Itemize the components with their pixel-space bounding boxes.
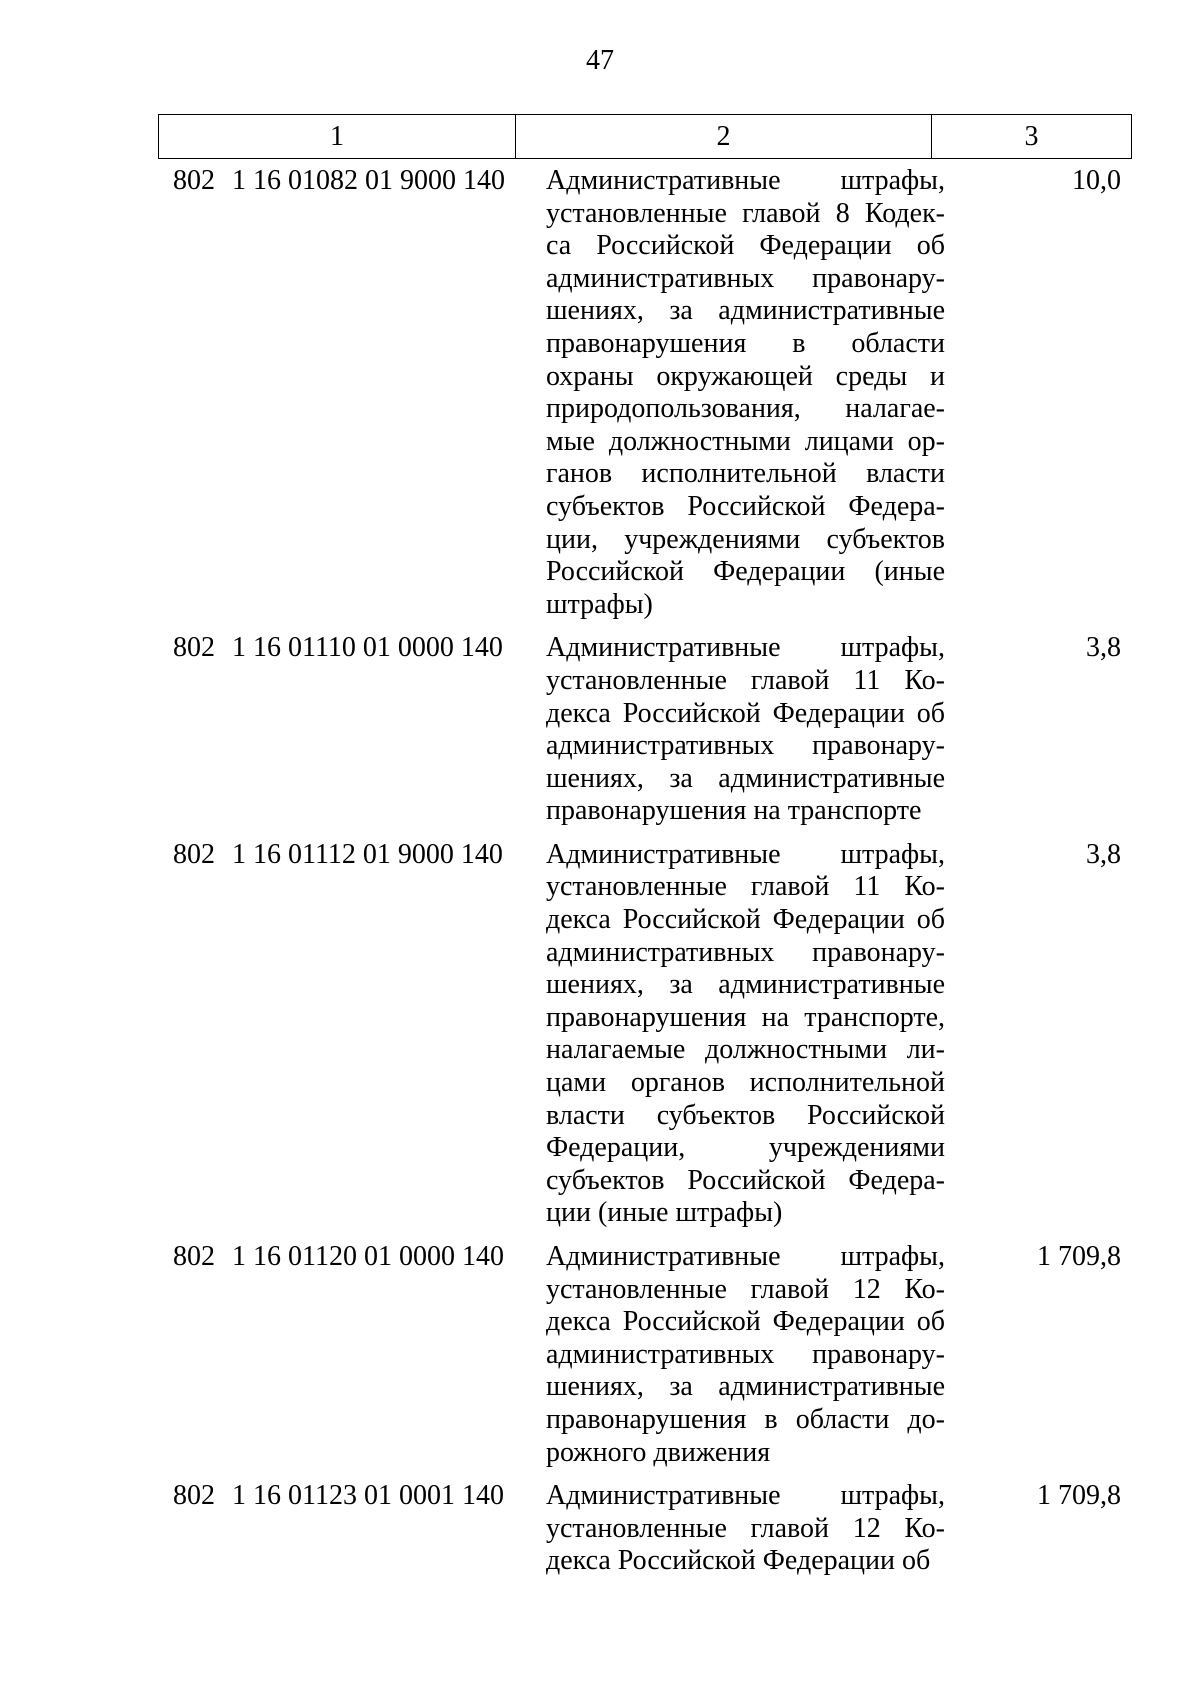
revenue-name-line: шениях, за административные xyxy=(546,762,945,794)
revenue-name-line: декса Российской Федерации об xyxy=(546,904,945,936)
revenue-name-line: налагаемые должностными ли- xyxy=(546,1034,945,1066)
revenue-name-line: декса Российской Федерации об xyxy=(546,1306,945,1338)
revenue-name-cell xyxy=(546,839,945,1230)
revenue-name-line: Административные штрафы, xyxy=(546,1480,945,1512)
page-number: 47 xyxy=(586,45,614,76)
revenue-name-line: природопользования, налагае- xyxy=(546,393,945,425)
admin-code-cell: 802 xyxy=(173,632,215,664)
revenue-name-line: субъектов Российской Федера- xyxy=(546,1164,945,1196)
table-header xyxy=(158,114,1132,159)
revenue-name-line: шениях, за административные xyxy=(546,969,945,1001)
budget-code-cell: 1 16 01120 01 0000 140 xyxy=(232,1241,504,1272)
revenue-name-line: ции (иные штрафы) xyxy=(546,1197,783,1229)
revenue-name-line: административных правонару- xyxy=(546,936,945,968)
column-header-1: 1 xyxy=(159,115,516,159)
revenue-name-line: цами органов исполнительной xyxy=(546,1067,945,1099)
admin-code-cell: 802 xyxy=(173,165,215,196)
revenue-name-line: административных правонару- xyxy=(546,730,945,762)
revenue-name-line: Административные штрафы, xyxy=(546,838,945,870)
revenue-name-line: штрафы) xyxy=(546,588,653,620)
revenue-name-line: са Российской Федерации об xyxy=(546,230,945,262)
revenue-name-line: административных правонару- xyxy=(546,262,945,294)
revenue-name-line: правонарушения в области xyxy=(546,327,945,359)
amount-cell: 1 709,8 xyxy=(1037,1241,1121,1272)
revenue-name-line: административных правонару- xyxy=(546,1338,945,1370)
revenue-name-line: Административные штрафы, xyxy=(546,165,945,196)
revenue-name-line: субъектов Российской Федера- xyxy=(546,490,945,522)
revenue-name-line: правонарушения в области до- xyxy=(546,1403,945,1435)
table-row xyxy=(158,839,1131,1230)
budget-code-cell: 1 16 01110 01 0000 140 xyxy=(232,632,503,664)
revenue-name-line: шениях, за административные xyxy=(546,1371,945,1403)
revenue-name-cell xyxy=(546,165,945,621)
table-row xyxy=(158,632,1131,828)
revenue-name-line: установленные главой 11 Ко- xyxy=(546,871,945,903)
revenue-name-cell xyxy=(546,632,945,828)
revenue-name-cell xyxy=(546,1480,945,1578)
budget-code-cell: 1 16 01082 01 9000 140 xyxy=(232,165,505,196)
amount-cell: 3,8 xyxy=(1086,632,1121,664)
table-body xyxy=(158,165,1131,1589)
column-header-2: 2 xyxy=(516,115,932,159)
amount-cell: 3,8 xyxy=(1086,838,1121,870)
admin-code-cell: 802 xyxy=(173,1241,215,1272)
revenue-name-line: Административные штрафы, xyxy=(546,632,945,664)
revenue-name-line: власти субъектов Российской xyxy=(546,1099,945,1131)
revenue-name-line: установленные главой 12 Ко- xyxy=(546,1512,945,1544)
revenue-name-line: охраны окружающей среды и xyxy=(546,360,945,392)
budget-code-cell: 1 16 01112 01 9000 140 xyxy=(232,838,503,870)
revenue-name-line: рожного движения xyxy=(546,1436,771,1468)
amount-cell: 1 709,8 xyxy=(1037,1480,1121,1512)
column-header-3: 3 xyxy=(932,115,1132,159)
revenue-name-line: установленные главой 11 Ко- xyxy=(546,664,945,696)
revenue-name-line: ции, учреждениями субъектов xyxy=(546,523,945,555)
revenue-name-line: мые должностными лицами ор- xyxy=(546,425,945,457)
table-row xyxy=(158,1480,1131,1578)
revenue-name-line: Российской Федерации (иные xyxy=(546,556,945,588)
revenue-name-line: установленные главой 12 Ко- xyxy=(546,1273,945,1305)
revenue-name-line: Федерации, учреждениями xyxy=(546,1132,945,1164)
revenue-name-line: декса Российской Федерации об xyxy=(546,1545,931,1577)
table-row xyxy=(158,1241,1131,1469)
budget-code-cell: 1 16 01123 01 0001 140 xyxy=(232,1480,504,1512)
revenue-name-line: установленные главой 8 Кодек- xyxy=(546,197,945,229)
revenue-name-line: правонарушения на транспорте xyxy=(546,795,922,827)
revenue-name-cell xyxy=(546,1241,945,1469)
revenue-name-line: Административные штрафы, xyxy=(546,1241,945,1272)
revenue-name-line: ганов исполнительной власти xyxy=(546,458,945,490)
admin-code-cell: 802 xyxy=(173,1480,215,1512)
revenue-name-line: правонарушения на транспорте, xyxy=(546,1001,945,1033)
table-row xyxy=(158,165,1131,621)
table-header-row xyxy=(159,115,1132,159)
revenue-name-line: шениях, за административные xyxy=(546,295,945,327)
revenue-name-line: декса Российской Федерации об xyxy=(546,697,945,729)
amount-cell: 10,0 xyxy=(1072,165,1121,196)
admin-code-cell: 802 xyxy=(173,838,215,870)
